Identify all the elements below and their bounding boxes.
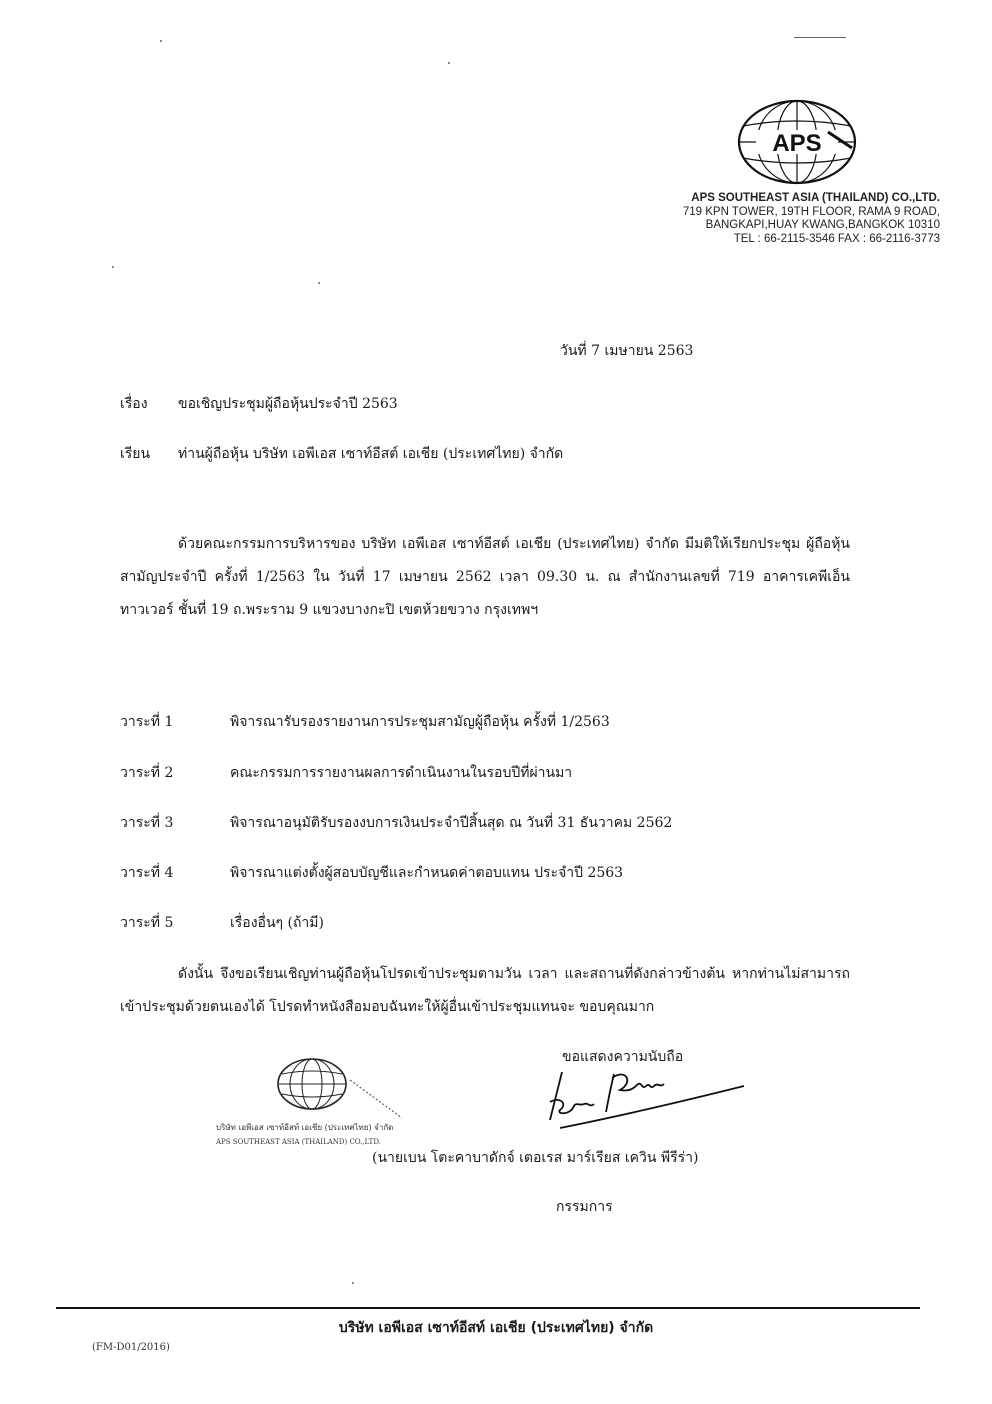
stamp-thai-text: บริษัท เอพีเอส เซาท์อีสท์ เอเชีย (ประเทศไทย) จำกัด (216, 1123, 394, 1132)
company-contact: TEL : 66-2115-3546 FAX : 66-2116-3773 (733, 232, 940, 245)
signer-name: (นายเบน โตะคาบาดักจ์ เตอเรส มาร์เรียส เควิน พีรีร่า) (372, 1150, 699, 1166)
agenda-5-text: เรื่องอื่นๆ (ถ้ามี) (230, 915, 324, 931)
agenda-1-text: พิจารณารับรองรายงานการประชุมสามัญผู้ถือหุ้น ครั้งที่ 1/2563 (230, 714, 610, 730)
company-logo (734, 96, 860, 188)
agenda-4-label: วาระที่ 4 (120, 865, 174, 881)
subject-label: เรื่อง (120, 396, 148, 412)
scan-speck (448, 62, 450, 64)
closing-salutation: ขอแสดงความนับถือ (562, 1049, 684, 1065)
scan-speck (112, 266, 114, 268)
company-address-block (640, 192, 940, 246)
company-address-line1: 719 KPN TOWER, 19TH FLOOR, RAMA 9 ROAD, (682, 205, 940, 218)
scan-speck (318, 282, 320, 284)
subject-value: ขอเชิญประชุมผู้ถือหุ้นประจำปี 2563 (178, 396, 398, 412)
agenda-3-text: พิจารณาอนุมัติรับรองงบการเงินประจำปีสิ้นสุด ณ วันที่ 31 ธันวาคม 2562 (230, 815, 673, 831)
footer-divider (56, 1307, 920, 1309)
scan-speck (352, 1282, 354, 1284)
scan-speck (160, 40, 162, 42)
company-name: APS SOUTHEAST ASIA (THAILAND) CO.,LTD. (691, 192, 940, 204)
letter-date: วันที่ 7 เมษายน 2563 (560, 343, 694, 359)
agenda-5-label: วาระที่ 5 (120, 915, 174, 931)
signer-position: กรรมการ (556, 1199, 613, 1215)
form-code: (FM-D01/2016) (92, 1342, 170, 1353)
closing-paragraph-text: ดังนั้น จึงขอเรียนเชิญท่านผู้ถือหุ้นโปรดเข้าประชุมตามวัน เวลา และสถานที่ดังกล่าวข้างต้น หากท่านไม่สามารถเข้าประชุมด้วยตนเองได้ โปรดทำหนังสือมอบฉันทะให้ผู้อื่นเข้าประชุมแทนจะ ขอบคุณมาก (120, 966, 850, 1015)
agenda-1-label: วาระที่ 1 (120, 714, 174, 730)
company-address-line2: BANGKAPI,HUAY KWANG,BANGKOK 10310 (705, 219, 940, 231)
agenda-2-label: วาระที่ 2 (120, 765, 174, 781)
body-paragraph-text: ด้วยคณะกรรมการบริหารของ บริษัท เอพีเอส เซาท์อีสต์ เอเชีย (ประเทศไทย) จำกัด มีมติให้เรียกประชุม ผู้ถือหุ้นสามัญประจำปี ครั้งที่ 1/2563 ใน วันที่ 17 เมษายน 2562 เวลา 09.30 น. ณ สำนักงานเลขที่ 719 อาคารเคพีเอ็น ทาวเวอร์ ชั้นที่ 19 ถ.พระราม 9 แขวงบางกะปิ เขตห้วยขวาง กรุงเทพฯ (120, 536, 850, 618)
recipient-value: ท่านผู้ถือหุ้น บริษัท เอพีเอส เซาท์อีสต์ เอเชีย (ประเทศไทย) จำกัด (178, 446, 564, 462)
stamp-english-text: APS SOUTHEAST ASIA (THAILAND) CO.,LTD. (216, 1138, 381, 1146)
agenda-4-text: พิจารณาแต่งตั้งผู้สอบบัญชีและกำหนดค่าตอบแทน ประจำปี 2563 (230, 865, 624, 881)
closing-paragraph (120, 958, 850, 1024)
signature-graphic (530, 1062, 760, 1132)
agenda-3-label: วาระที่ 3 (120, 815, 174, 831)
footer-company-name: บริษัท เอพีเอส เซาท์อีสท์ เอเชีย (ประเทศไทย) จำกัด (338, 1320, 654, 1336)
scan-mark-top (794, 37, 846, 38)
body-paragraph (120, 528, 850, 627)
logo-text: APS (772, 130, 822, 157)
recipient-label: เรียน (120, 446, 151, 462)
agenda-2-text: คณะกรรมการรายงานผลการดำเนินงานในรอบปีที่ผ่านมา (230, 765, 573, 781)
